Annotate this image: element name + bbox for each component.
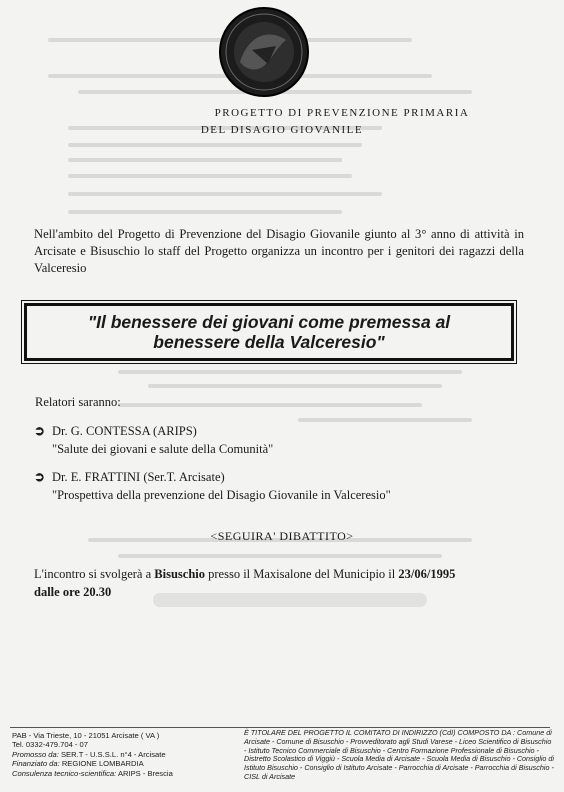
event-details-pre: L'incontro si svolgerà a xyxy=(34,567,155,581)
intro-paragraph: Nell'ambito del Progetto di Prevenzione del Disagio Giovanile giunto al 3° anno di attività in Arcisate e Bisuschio lo staff del Progetto organizza un incontro per i genitori dei ragazzi della Valceresio xyxy=(34,227,524,275)
footer-consult: Consulenza tecnico-scientifica: ARIPS - Brescia xyxy=(12,768,173,778)
event-date: 23/06/1995 xyxy=(398,567,456,581)
footer-funded: Finanziato da: REGIONE LOMBARDIA xyxy=(12,759,144,769)
footer-consult-label: Consulenza tecnico-scientifica: xyxy=(12,768,117,778)
event-title: "Il benessere dei giovani come premessa al benessere della Valceresio" xyxy=(87,312,451,352)
event-place: Bisuschio xyxy=(154,567,205,581)
event-title-box xyxy=(24,303,514,361)
footer-funded-label: Finanziato da: xyxy=(12,759,60,769)
footer-contacts xyxy=(12,731,232,778)
speakers-heading: Relatori saranno: xyxy=(35,395,121,409)
speaker-talk-title: "Salute dei giovani e salute della Comunità" xyxy=(52,442,274,456)
footer-phone: Tel. 0332-479.704 - 07 xyxy=(12,740,88,750)
event-time: dalle ore 20.30 xyxy=(34,585,112,599)
footer-promoted: Promosso da: SER.T - U.S.S.L. n°4 - Arcisate xyxy=(12,749,166,759)
arrow-right-icon: ➲ xyxy=(34,423,45,438)
event-details xyxy=(34,565,534,601)
project-title-line-2: DEL DISAGIO GIOVANILE xyxy=(200,124,364,136)
footer-promoted-label: Promosso da: xyxy=(12,749,59,759)
speaker-name: Dr. G. CONTESSA (ARIPS) xyxy=(52,424,197,438)
footer-committee: È TITOLARE DEL PROGETTO IL COMITATO DI INDIRIZZO (CdI) COMPOSTO DA : Comune di Arcisate - Comune di Bisuschio - Provveditorato agli Studi Varese - Liceo Scientifico di Bisuschio - Istituto Tecnico Commerciale di Bisuschio - Centro Formazione Professionale di Bisuschio - Distretto Scolastico di Viggiù - Scuola Media di Arcisate - Scuola Media di Bisuschio - Consiglio di Istituto Bisuschio - Consiglio di Istituto Arcisate - Parrocchia di Arcisate - Parrocchia di Bisuschio - CISL di Arcisate xyxy=(244,728,555,781)
speaker-name: Dr. E. FRATTINI (Ser.T. Arcisate) xyxy=(52,470,225,484)
speaker-item xyxy=(34,468,514,504)
speaker-item xyxy=(34,422,514,458)
project-title-line-1: PROGETTO DI PREVENZIONE PRIMARIA xyxy=(214,107,470,119)
footer-address: PAB - Via Trieste, 10 - 21051 Arcisate ( VA ) xyxy=(12,731,160,740)
speaker-talk-title: "Prospettiva della prevenzione del Disagio Giovanile in Valceresio" xyxy=(52,488,391,502)
debate-notice: <SEGUIRA' DIBATTITO> xyxy=(210,529,354,543)
arrow-right-icon: ➲ xyxy=(34,469,45,484)
event-details-mid: presso il Maxisalone del Municipio il xyxy=(205,567,399,581)
emblem-seal-image xyxy=(218,6,310,98)
